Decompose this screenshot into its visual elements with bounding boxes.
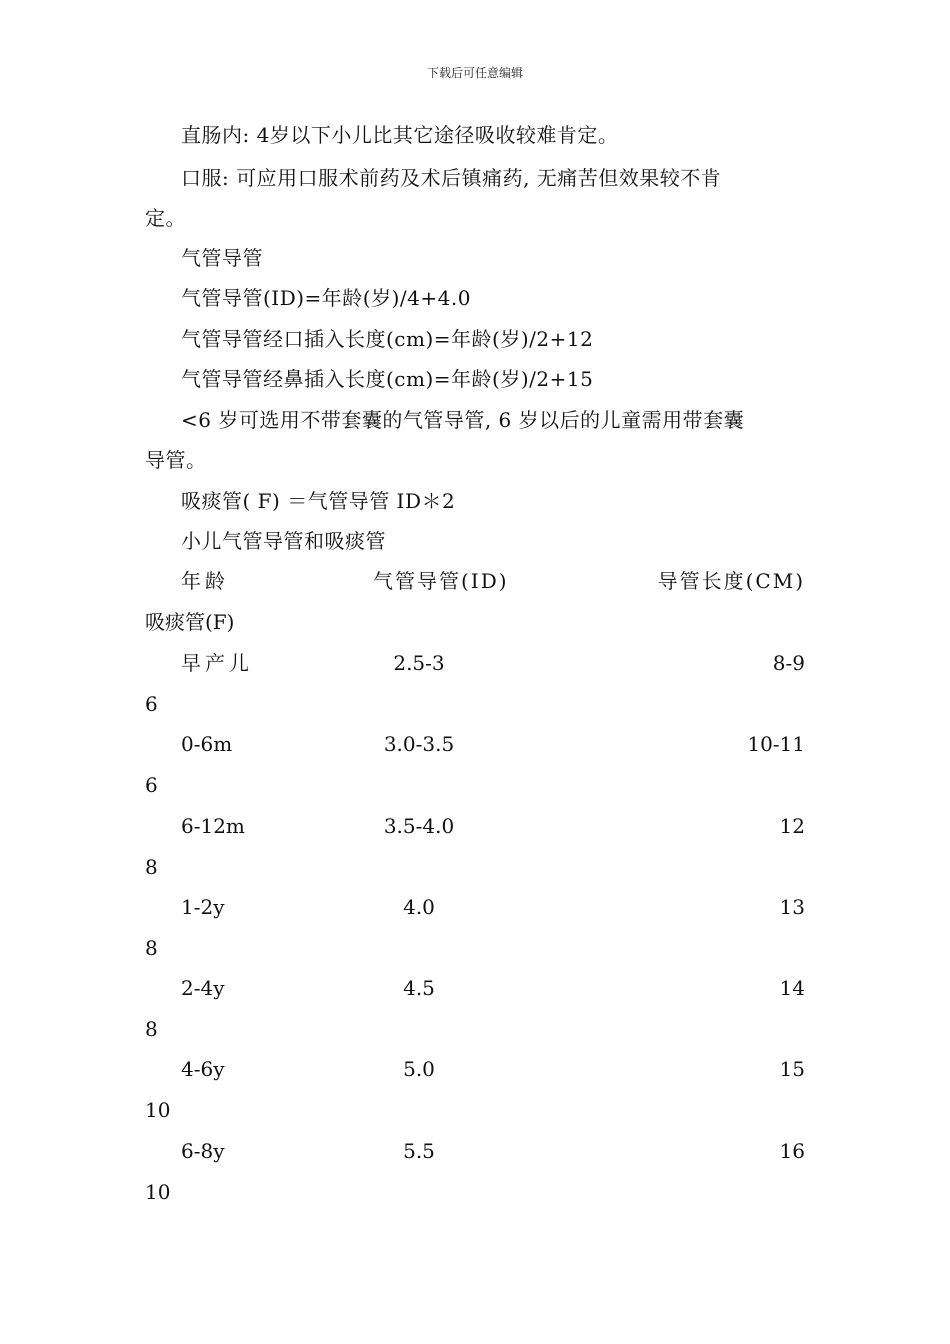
table-cell-age: 早产儿: [181, 651, 253, 675]
table-cell-age: 6-12m: [181, 814, 245, 838]
table-cell-suction: 8: [145, 855, 158, 879]
table-cell-suction: 10: [145, 1098, 171, 1122]
table-cell-tube-length: 14: [779, 976, 805, 1000]
formula-oral-length: 气管导管经口插入长度(cm)=年龄(岁)/2+12: [181, 327, 594, 351]
table-header-tube-id: 气管导管(ID): [373, 569, 509, 593]
table-cell-tube-id: 5.0: [403, 1057, 435, 1081]
table-cell-tube-id: 5.5: [403, 1139, 435, 1163]
section-title-tracheal-tube: 气管导管: [181, 246, 263, 270]
table-cell-tube-length: 15: [779, 1057, 805, 1081]
table-cell-age: 4-6y: [181, 1057, 225, 1081]
paragraph-rectal: 直肠内: 4岁以下小儿比其它途径吸收较难肯定。: [181, 123, 619, 147]
formula-tube-id: 气管导管(ID)=年龄(岁)/4+4.0: [181, 286, 471, 310]
table-cell-age: 2-4y: [181, 976, 225, 1000]
table-cell-age: 1-2y: [181, 895, 225, 919]
table-cell-tube-id: 3.0-3.5: [383, 732, 455, 756]
table-cell-tube-length: 13: [779, 895, 805, 919]
table-cell-tube-id: 3.5-4.0: [383, 814, 455, 838]
table-cell-suction: 6: [145, 773, 158, 797]
table-cell-suction: 8: [145, 1017, 158, 1041]
table-cell-tube-length: 16: [779, 1139, 805, 1163]
table-cell-tube-id: 4.0: [403, 895, 435, 919]
table-header-tube-length: 导管长度(CM): [657, 569, 805, 593]
table-cell-tube-length: 12: [779, 814, 805, 838]
table-cell-tube-id: 2.5-3: [393, 651, 445, 675]
formula-suction-catheter: 吸痰管( F) ＝气管导管 ID＊2: [181, 489, 456, 513]
table-cell-tube-length: 10-11: [747, 732, 805, 756]
paragraph-oral: 口服: 可应用口服术前药及术后镇痛药, 无痛苦但效果较不肯: [181, 166, 722, 190]
table-cell-suction: 6: [145, 692, 158, 716]
formula-nasal-length: 气管导管经鼻插入长度(cm)=年龄(岁)/2+15: [181, 367, 594, 391]
paragraph-oral-continued: 定。: [145, 206, 186, 230]
table-cell-tube-length: 8-9: [772, 651, 805, 675]
table-cell-age: 0-6m: [181, 732, 233, 756]
page-header: 下载后可任意编辑: [426, 66, 523, 80]
paragraph-cuff-continued: 导管。: [145, 448, 207, 472]
paragraph-cuff: <6 岁可选用不带套囊的气管导管, 6 岁以后的儿童需用带套囊: [181, 408, 745, 432]
table-title: 小儿气管导管和吸痰管: [181, 529, 386, 553]
table-cell-age: 6-8y: [181, 1139, 225, 1163]
table-cell-suction: 10: [145, 1180, 171, 1204]
table-cell-suction: 8: [145, 936, 158, 960]
table-cell-tube-id: 4.5: [403, 976, 435, 1000]
table-header-age: 年龄: [181, 569, 229, 593]
table-header-suction: 吸痰管(F): [145, 610, 235, 634]
